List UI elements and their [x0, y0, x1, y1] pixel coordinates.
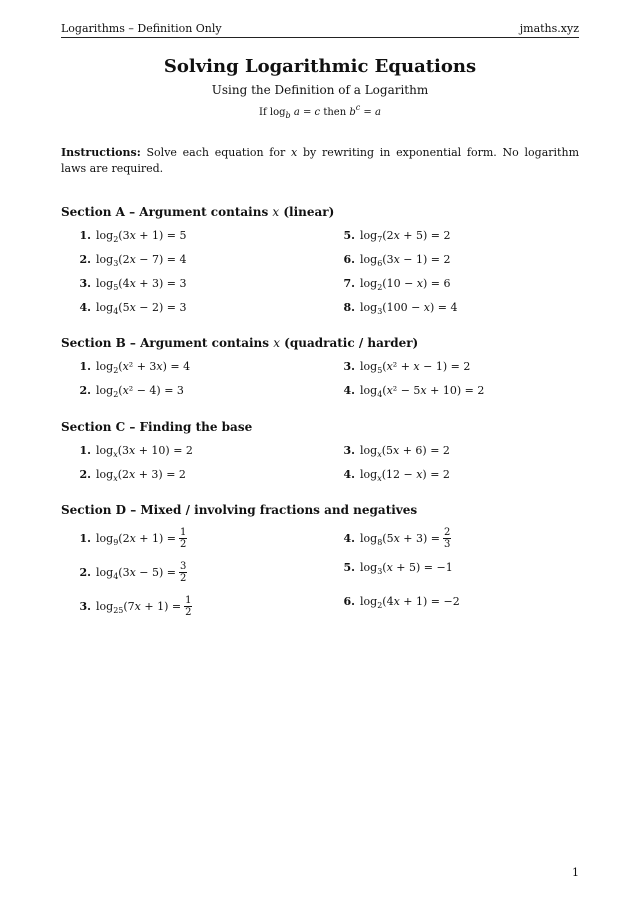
problem-item	[75, 527, 187, 550]
problem-item	[339, 301, 458, 316]
definition-line: If $\log_b a = c$ then $b^c = a$	[259, 103, 381, 120]
problem-number: 3.	[79, 599, 91, 613]
problem-item	[339, 527, 451, 550]
problem-equation: $\log_2(4x + 1) = -2$	[360, 595, 460, 610]
title-block	[61, 56, 579, 120]
problem-item	[75, 253, 187, 268]
problem-equation: $\log_2(10 - x) = 6$	[360, 277, 451, 292]
definition-if: If	[259, 107, 267, 118]
section-c	[61, 420, 579, 492]
section-a	[61, 205, 579, 325]
section-title: Section C – Finding the base	[61, 420, 253, 434]
problem-number: 2.	[79, 468, 91, 481]
problem-item	[339, 253, 451, 268]
problem-equation: $\log_9(2x + 1)$ = $\frac{1}{2}$	[96, 527, 187, 550]
problem-number: 4.	[79, 301, 91, 314]
problem-equation: $\log_2(x^2 - 4) = 3$	[96, 384, 184, 399]
problem-item	[339, 468, 450, 483]
instructions-text: Solve each equation for x by rewriting in exponential form. No logarithm laws are required.	[61, 146, 579, 175]
problem-item	[339, 360, 470, 375]
problem-item	[75, 561, 187, 584]
problem-number: 6.	[343, 253, 355, 266]
problem-item	[75, 360, 190, 375]
page-number: 1	[572, 866, 579, 879]
fraction: $\frac{1}{2}$	[180, 527, 187, 550]
section-title: Section A – Argument contains x (linear)	[61, 205, 335, 219]
problem-item	[339, 384, 484, 399]
problem-equation: $\log_4(x^2 - 5x + 10) = 2$	[360, 384, 485, 399]
problem-item	[339, 595, 460, 610]
problem-number: 5.	[343, 561, 355, 574]
problem-equation: $\log_4(3x - 5)$ = $\frac{3}{2}$	[96, 561, 187, 584]
problem-grid	[61, 444, 579, 492]
problem-equation: $\log_x(2x + 3) = 2$	[96, 468, 186, 483]
problem-number: 6.	[343, 595, 355, 608]
problem-equation: $\log_3(100 - x) = 4$	[360, 301, 458, 316]
problem-number: 4.	[343, 468, 355, 481]
header-left: Logarithms – Definition Only	[61, 22, 222, 35]
problem-equation: $\log_5(x^2 + x - 1) = 2$	[360, 360, 471, 375]
problem-grid	[61, 527, 579, 629]
fraction: $\frac{2}{3}$	[444, 527, 451, 550]
problem-number: 2.	[79, 384, 91, 397]
definition-then: then	[323, 107, 347, 118]
problem-item	[75, 468, 186, 483]
problem-grid	[61, 229, 579, 325]
problem-number: 3.	[343, 444, 355, 457]
problem-number: 2.	[79, 565, 91, 579]
problem-item	[75, 595, 192, 618]
page-title: Solving Logarithmic Equations	[163, 56, 477, 77]
problem-number: 5.	[343, 229, 355, 242]
problem-equation: $\log_x(12 - x) = 2$	[360, 468, 450, 483]
problem-item	[75, 444, 193, 459]
problem-item	[339, 561, 453, 576]
problem-number: 7.	[343, 277, 355, 290]
problem-equation: $\log_5(4x + 3) = 3$	[96, 277, 187, 292]
problem-item	[339, 277, 451, 292]
fraction: $\frac{3}{2}$	[180, 561, 187, 584]
section-title: Section B – Argument contains x (quadratic / harder)	[61, 336, 419, 350]
problem-equation: $\log_8(5x + 3)$ = $\frac{2}{3}$	[360, 527, 451, 550]
problem-equation: $\log_3(x + 5) = -1$	[360, 561, 453, 576]
page-subtitle: Using the Definition of a Logarithm	[211, 83, 429, 97]
problem-equation: $\log_x(5x + 6) = 2$	[360, 444, 450, 459]
problem-equation: $\log_7(2x + 5) = 2$	[360, 229, 451, 244]
problem-number: 1.	[79, 360, 91, 373]
section-b	[61, 336, 579, 408]
problem-item	[75, 301, 187, 316]
problem-number: 1.	[79, 531, 91, 545]
fraction: $\frac{1}{2}$	[185, 595, 192, 618]
problem-number: 3.	[79, 277, 91, 290]
problem-equation: $\log_2(3x + 1) = 5$	[96, 229, 187, 244]
problem-number: 2.	[79, 253, 91, 266]
problem-equation: $\log_2(x^2 + 3x) = 4$	[96, 360, 191, 375]
problem-number: 4.	[343, 531, 355, 545]
problem-item	[75, 277, 187, 292]
problem-equation: $\log_3(2x - 7) = 4$	[96, 253, 187, 268]
problem-equation: $\log_4(5x - 2) = 3$	[96, 301, 187, 316]
problem-item	[339, 444, 450, 459]
page-header	[61, 19, 579, 38]
problem-equation: $\log_x(3x + 10) = 2$	[96, 444, 193, 459]
problem-grid	[61, 360, 579, 408]
section-title: Section D – Mixed / involving fractions and negatives	[61, 503, 418, 517]
problem-item	[75, 384, 184, 399]
problem-equation: $\log_6(3x - 1) = 2$	[360, 253, 451, 268]
problem-equation: $\log_{25}(7x + 1)$ = $\frac{1}{2}$	[96, 595, 192, 618]
problem-number: 3.	[343, 360, 355, 373]
problem-number: 1.	[79, 229, 91, 242]
problem-number: 4.	[343, 384, 355, 397]
problem-number: 1.	[79, 444, 91, 457]
header-right: jmaths.xyz	[519, 22, 579, 35]
instructions-lead: Instructions:	[61, 146, 141, 159]
problem-item	[339, 229, 451, 244]
problem-number: 8.	[343, 301, 355, 314]
instructions	[61, 145, 579, 177]
section-d	[61, 503, 579, 629]
problem-item	[75, 229, 187, 244]
